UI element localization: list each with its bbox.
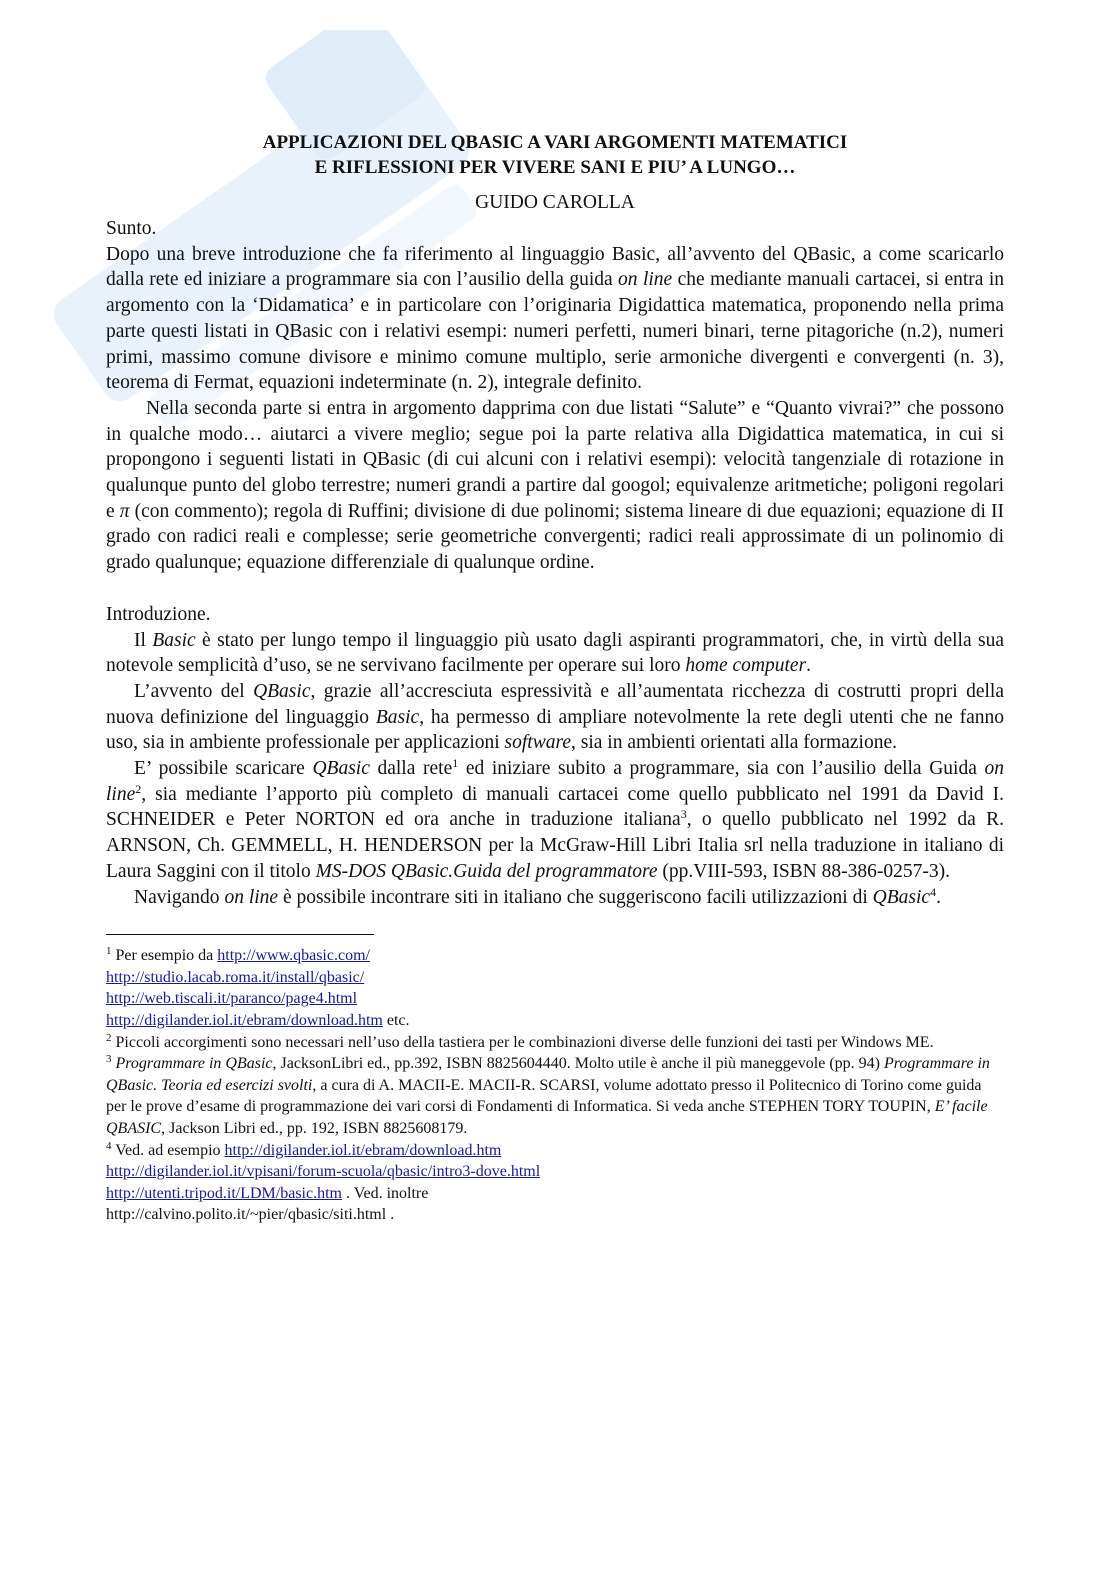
footnote-link[interactable]: http://digilander.iol.it/ebram/download.htm <box>106 1012 383 1030</box>
footnote-1: $^1$ Per esempio da http://www.qbasic.com/ http://studio.lacab.roma.it/install/qbasic/ http://web.tiscali.it/paranco/page4.html http://digilander.iol.it/ebram/download.htm etc. <box>106 945 410 1030</box>
footnote-ref-1[interactable]: 1 <box>452 756 459 771</box>
footnote-3: $^3$ Programmare in QBasic, JacksonLibri ed., pp.392, ISBN 8825604440. Molto utile è anche il più maneggevole (pp. 94) Programmare in QBasic. Teoria ed esercizi svolti, a cura di A. MACII-E. MACII-R. SCARSI, volume adottato presso il Politecnico di Torino come guida per le prove d’esame di programmazione dei vari corsi di Fondamenti di Informatica. Si veda anche STEPHEN TORY TOUPIN, E’ facile QBASIC, Jackson Libri ed., pp. 192, ISBN 8825608179. <box>106 1053 990 1138</box>
footnote-link[interactable]: http://web.tiscali.it/paranco/page4.html <box>106 990 358 1008</box>
footnote-ref-3[interactable]: 3 <box>680 807 687 822</box>
footnote-divider <box>106 934 374 935</box>
title-line-2: E RIFLESSIONI PER VIVERE SANI E PIU’ A LUNGO… <box>314 157 796 178</box>
author-name: GUIDO CAROLLA <box>475 192 635 213</box>
title-line-1: APPLICAZIONI DEL QBASIC A VARI ARGOMENTI MATEMATICI <box>262 132 848 153</box>
intro-paragraph-2: L’avvento del QBasic, grazie all’accresciuta espressività e all’aumentata ricchezza di costrutti propri della nuova definizione del linguaggio Basic, ha permesso di ampliare notevolmente la rete degli utenti che ne fanno uso, sia in ambiente professionale per applicazioni software, sia in ambienti orientati alla formazione. <box>106 680 1004 754</box>
footnote-ref-2[interactable]: 2 <box>135 781 142 796</box>
footnote-link[interactable]: http://utenti.tripod.it/LDM/basic.htm <box>106 1184 342 1202</box>
footnote-link[interactable]: http://www.qbasic.com/ <box>217 947 370 965</box>
pi-symbol: π <box>119 500 130 522</box>
sunto-paragraph-1: Dopo una breve introduzione che fa riferimento al linguaggio Basic, all’avvento del QBasic, a come scaricarlo dalla rete ed iniziare a programmare sia con l’ausilio della guida on line che mediante manuali cartacei, si entra in argomento con la ‘Didamatica’ e in particolare con l’originaria Digidattica matematica, proponendo nella prima parte questi listati in QBasic con i relativi esempi: numeri perfetti, numeri binari, terne pitagoriche (n.2), numeri primi, massimo comune divisore e minimo comune multiplo, serie armoniche divergenti e convergenti (n. 3), teorema di Fermat, equazioni indeterminate (n. 2), integrale definito. <box>106 243 1004 394</box>
sunto-paragraph-2: Nella seconda parte si entra in argomento dapprima con due listati “Salute” e “Quanto vivrai?” che possono in qualche modo… aiutarci a vivere meglio; segue poi la parte relativa alla Digidattica matematica, in cui si propongono i seguenti listati in QBasic (di cui alcuni con i relativi esempi): velocità tangenziale di rotazione in qualunque punto del globo terrestre; numeri grandi a partire dal googol; equivalenze aritmetiche; poligoni regolari e π (con commento); regola di Ruffini; divisione di due polinomi; sistema lineare di due equazioni; equazione di II grado con radici reali e complesse; serie geometriche convergenti; radici reali approssimate di un polinomio di grado qualunque; equazione differenziale di qualunque ordine. <box>106 397 1005 574</box>
footnote-link[interactable]: http://digilander.iol.it/ebram/download.htm <box>224 1141 502 1159</box>
footnote-ref-4[interactable]: 4 <box>930 884 937 899</box>
footnote-2: $^2$ Piccoli accorgimenti sono necessari nell’uso della tastiera per le combinazioni diverse delle funzioni dei tasti per Windows ME. <box>106 1031 934 1051</box>
footnotes <box>106 945 1004 1226</box>
footnote-plain-url: http://calvino.polito.it/~pier/qbasic/siti.html . <box>106 1206 395 1224</box>
intro-paragraph-4: Navigando on line è possibile incontrare siti in italiano che suggeriscono facili utilizzazioni di QBasic$^4$. <box>134 884 941 908</box>
document-page <box>106 130 1004 1226</box>
footnote-4: $^4$ Ved. ad esempio http://digilander.iol.it/ebram/download.htm http://digilander.iol.it/vpisani/forum-scuola/qbasic/intro3-dove.html http://utenti.tripod.it/LDM/basic.htm . Ved. inoltre http://calvino.polito.it/~pier/qbasic/siti.html . <box>106 1139 541 1224</box>
footnote-link[interactable]: http://digilander.iol.it/vpisani/forum-scuola/qbasic/intro3-dove.html <box>106 1163 541 1181</box>
intro-paragraph-1: Il Basic è stato per lungo tempo il linguaggio più usato dagli aspiranti programmatori, che, in virtù della sua notevole semplicità d’uso, se ne servivano facilmente per operare sui loro home computer. <box>106 629 1004 677</box>
sunto-heading: Sunto. <box>106 218 157 239</box>
intro-heading: Introduzione. <box>106 603 211 625</box>
intro-paragraph-3: E’ possibile scaricare QBasic dalla rete$^1$ ed iniziare subito a programmare, sia con l’ausilio della Guida on line$^2$, sia mediante l’apporto più completo di manuali cartacei come quello pubblicato nel 1991 da David I. SCHNEIDER e Peter NORTON ed ora anche in traduzione italiana$^3$, o quello pubblicato nel 1992 da R. ARNSON, Ch. GEMMELL, H. HENDERSON per la McGraw-Hill Libri Italia srl nella traduzione in italiano di Laura Saggini con il titolo MS-DOS QBasic.Guida del programmatore (pp.VIII-593, ISBN 88-386-0257-3). <box>106 756 1004 882</box>
document-title <box>106 130 1004 180</box>
footnote-link[interactable]: http://studio.lacab.roma.it/install/qbasic/ <box>106 968 365 986</box>
